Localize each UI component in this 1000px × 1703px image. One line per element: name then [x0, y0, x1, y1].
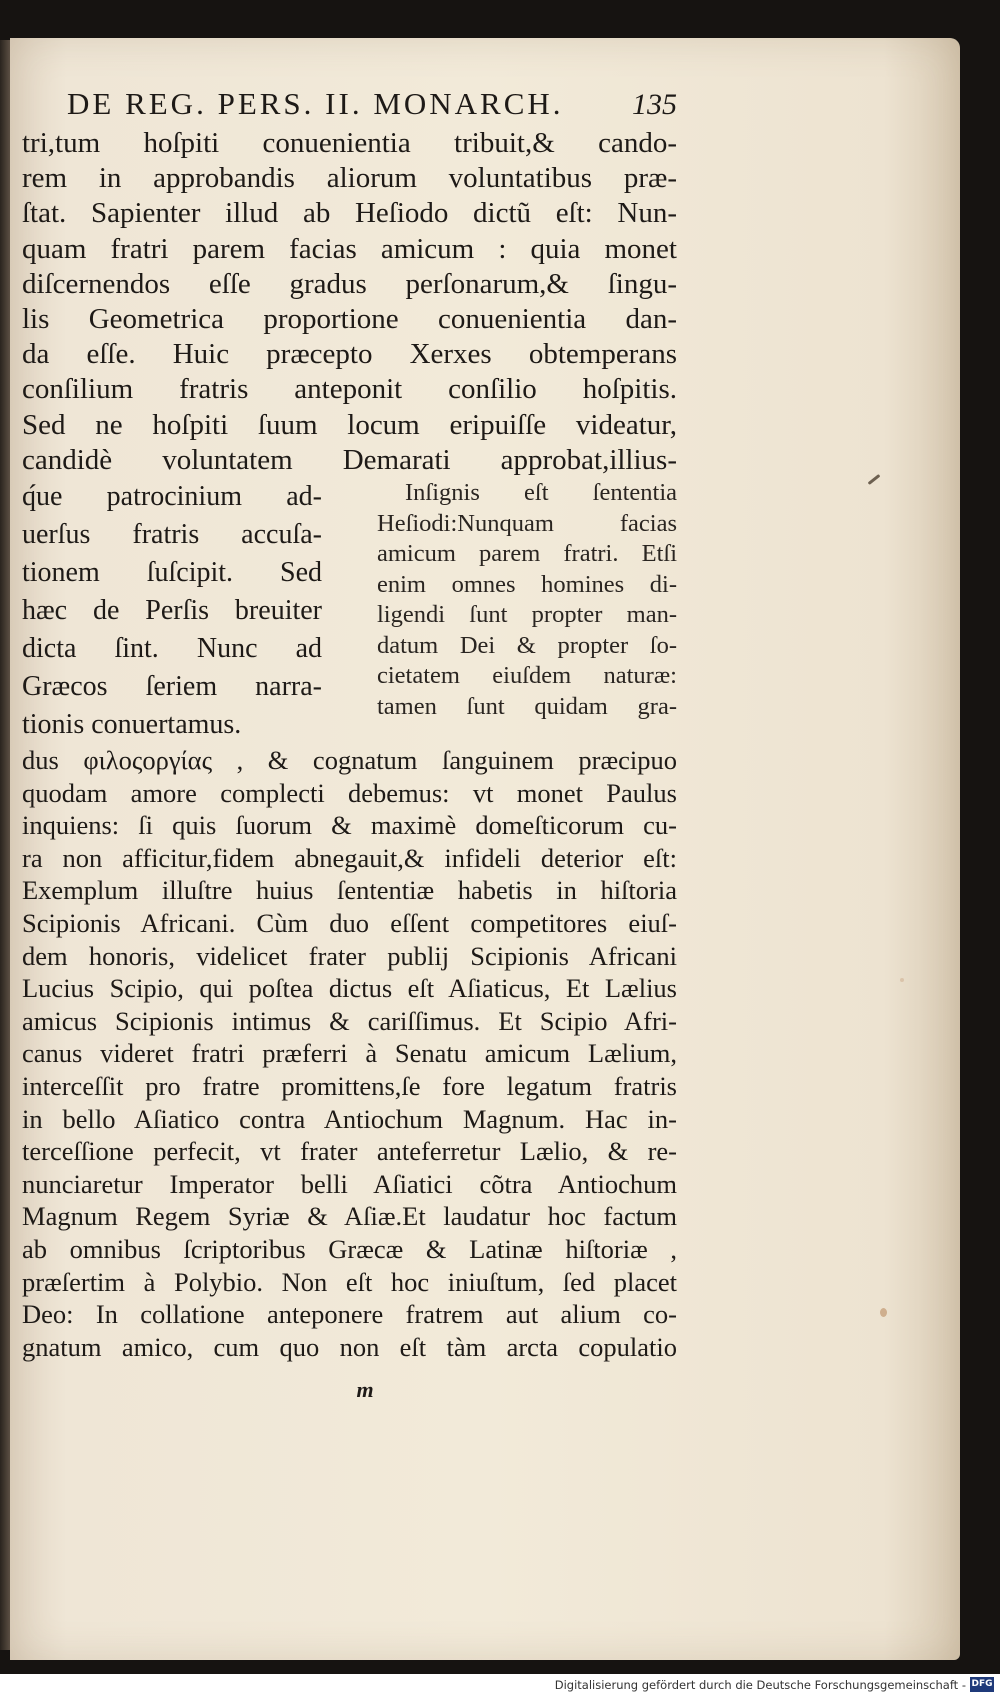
page-number: 135	[632, 88, 677, 121]
dfg-logo: DFG	[970, 1677, 994, 1692]
running-head	[67, 86, 677, 122]
text-line: Deo: In collatione anteponere fratrem aut alium co-	[22, 1299, 677, 1330]
text-line: Lucius Scipio, qui poſtea dictus eſt Aſiaticus, Et Lælius	[22, 973, 677, 1004]
text-line: dem honoris, videlicet frater publij Scipionis Africani	[22, 940, 677, 971]
text-line: ſtat. Sapienter illud ab Heſiodo dictũ eſt: Nun-	[22, 197, 677, 230]
text-line: tionis conuertamus.	[22, 709, 242, 741]
text-line: interceſſit pro fratre promittens,ſe fore legatum fratris	[22, 1070, 677, 1101]
text-line: dus φιλοςοργίας , & cognatum ſanguinem præcipuo	[22, 745, 677, 776]
text-line: tri,tum hoſpiti conuenientia tribuit,& cando-	[22, 127, 677, 159]
text-line: lis Geometrica proportione conuenientia dan-	[22, 303, 677, 336]
paragraph-top	[22, 126, 677, 478]
text-line: quodam amore complecti debemus: vt monet Paulus	[22, 777, 677, 808]
pencil-mark	[868, 474, 881, 485]
text-line: Græcos ſeriem narra-	[22, 671, 322, 703]
text-line: terceſſione perfecit, vt frater anteferretur Lælio, & re-	[22, 1136, 677, 1167]
book-page	[10, 38, 960, 1660]
text-line: dicta ſint. Nunc ad	[22, 633, 322, 665]
main-text-column	[22, 478, 322, 744]
text-line: da eſſe. Huic præcepto Xerxes obtemperans	[22, 338, 677, 371]
text-line: inquiens: ſi quis ſuorum & maximè domeſticorum cu-	[22, 810, 677, 841]
note-line: tamen ſunt quidam gra-	[377, 692, 677, 720]
text-line: gnatum amico, cum quo non eſt tàm arcta copulatio	[22, 1331, 677, 1362]
note-line: Inſignis eſt ſententia	[405, 479, 677, 507]
text-line: Magnum Regem Syriæ & Aſiæ.Et laudatur hoc factum	[22, 1201, 677, 1232]
text-line: hæc de Perſis breuiter	[22, 595, 322, 627]
text-line: Scipionis Africani. Cùm duo eſſent competitores eiuſ-	[22, 908, 677, 938]
running-head-title: DE REG. PERS. II. MONARCH.	[67, 86, 564, 121]
marginal-note-column	[377, 478, 677, 744]
note-line: ligendi ſunt propter man-	[377, 601, 677, 629]
text-line: tionem ſuſcipit. Sed	[22, 557, 322, 589]
text-line: nunciaretur Imperator belli Aſiatici cõtra Antiochum	[22, 1168, 677, 1199]
note-line: cietatem eiuſdem naturæ:	[377, 662, 677, 690]
signature-mark: m	[356, 1377, 373, 1403]
paragraph-bottom	[22, 744, 677, 1363]
foxing-spot	[880, 1308, 887, 1317]
digitization-footer	[0, 1674, 1000, 1703]
page-text-block	[22, 86, 677, 1403]
text-line: canus videret fratri præferri à Senatu amicum Lælium,	[22, 1038, 677, 1069]
text-line: q́ue patrocinium ad-	[22, 481, 322, 513]
note-line: Heſiodi:Nunquam facias	[377, 509, 677, 537]
binding-edge	[0, 40, 10, 1650]
footer-credit: Digitalisierung gefördert durch die Deutsche Forschungsgemeinschaft -	[554, 1678, 966, 1692]
text-line: diſcernendos eſſe gradus perſonarum,& ſingu-	[22, 267, 677, 300]
note-line: amicum parem fratri. Etſi	[377, 540, 677, 568]
text-line: Exemplum illuſtre huius ſententiæ habetis in hiſtoria	[22, 875, 677, 906]
text-line: ab omnibus ſcriptoribus Græcæ & Latinæ hiſtoriæ ,	[22, 1233, 677, 1264]
text-line: rem in approbandis aliorum voluntatibus præ-	[22, 162, 677, 195]
text-line: candidè voluntatem Demarati approbat,illius-	[22, 443, 677, 476]
two-column-section	[22, 478, 677, 744]
text-line: præſertim à Polybio. Non eſt hoc iniuſtum, ſed placet	[22, 1266, 677, 1297]
text-line: uerſus fratris accuſa-	[22, 519, 322, 551]
text-line: quam fratri parem facias amicum : quia monet	[22, 232, 677, 265]
text-line: Sed ne hoſpiti ſuum locum eripuiſſe videatur,	[22, 408, 677, 441]
foxing-spot	[900, 978, 904, 982]
note-line: enim omnes homines di-	[377, 570, 677, 598]
text-line: amicus Scipionis intimus & cariſſimus. Et Scipio Afri-	[22, 1005, 677, 1036]
note-line: datum Dei & propter ſo-	[377, 631, 677, 659]
text-line: in bello Aſiatico contra Antiochum Magnum. Hac in-	[22, 1103, 677, 1134]
text-line: conſilium fratris anteponit conſilio hoſpitis.	[22, 373, 677, 406]
text-line: ra non afficitur,fidem abnegauit,& infideli deterior eſt:	[22, 842, 677, 873]
